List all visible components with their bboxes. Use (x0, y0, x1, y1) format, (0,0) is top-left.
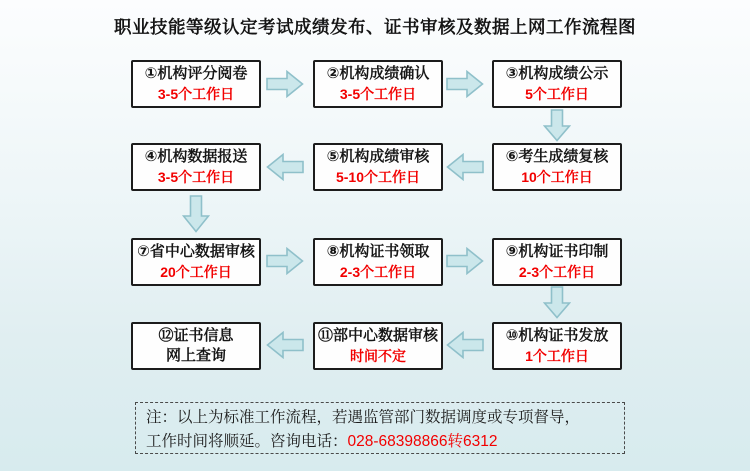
flow-step-11 (313, 322, 443, 370)
step-8-duration: 2-3个工作日 (339, 264, 417, 280)
step-9-duration: 2-3个工作日 (518, 264, 596, 280)
step-12-title: ⑫证书信息 (158, 327, 234, 344)
flow-step-2 (313, 60, 443, 108)
note-line-2-prefix: 工作时间将顺延。咨询电话： (146, 433, 348, 450)
step-11-duration: 时间不定 (350, 348, 406, 364)
step-6-title: ⑥考生成绩复核 (505, 148, 609, 165)
arrow-right-step8-step9-icon (446, 247, 484, 275)
step-3-title: ③机构成绩公示 (505, 65, 609, 82)
step-10-title: ⑩机构证书发放 (505, 327, 609, 344)
step-2-duration: 3-5个工作日 (339, 86, 417, 102)
flow-step-4 (131, 143, 261, 191)
flow-step-5 (313, 143, 443, 191)
flow-step-10 (492, 322, 622, 370)
note-line-2 (146, 430, 614, 454)
arrow-left-step10-step11-icon (446, 331, 484, 359)
step-11-title: ⑪部中心数据审核 (317, 327, 438, 344)
step-1-duration: 3-5个工作日 (157, 86, 235, 102)
flow-step-6 (492, 143, 622, 191)
arrow-down-step9-step10-icon (543, 286, 571, 319)
step-10-duration: 1个工作日 (525, 348, 589, 364)
flow-step-8 (313, 238, 443, 286)
step-9-title: ⑨机构证书印制 (505, 243, 609, 260)
arrow-left-step6-step5-icon (446, 153, 484, 181)
flow-step-1 (131, 60, 261, 108)
step-12-subtitle: 网上查询 (165, 347, 226, 364)
note-line-1: 注：以上为标准工作流程，若遇监管部门数据调度或专项督导， (146, 409, 581, 426)
step-3-duration: 5个工作日 (525, 86, 589, 102)
arrow-left-step11-step12-icon (266, 331, 304, 359)
arrow-right-step1-step2-icon (266, 70, 304, 98)
flow-step-7 (131, 238, 261, 286)
flow-step-3 (492, 60, 622, 108)
step-4-duration: 3-5个工作日 (157, 169, 235, 185)
arrow-down-step3-step6-icon (543, 109, 571, 142)
page-title: 职业技能等级认定考试成绩发布、证书审核及数据上网工作流程图 (114, 17, 636, 37)
arrow-right-step2-step3-icon (446, 70, 484, 98)
step-8-title: ⑧机构证书领取 (326, 243, 430, 260)
step-5-duration: 5-10个工作日 (335, 169, 421, 185)
consultation-phone-number: 028-68398866转6312 (347, 433, 498, 450)
step-1-title: ①机构评分阅卷 (144, 65, 248, 82)
step-5-title: ⑤机构成绩审核 (326, 148, 430, 165)
step-6-duration: 10个工作日 (521, 169, 593, 185)
step-2-title: ②机构成绩确认 (326, 65, 430, 82)
note-box (135, 402, 625, 454)
arrow-right-step7-step8-icon (266, 247, 304, 275)
flow-step-12 (131, 322, 261, 370)
arrow-left-step5-step4-icon (266, 153, 304, 181)
step-7-duration: 20个工作日 (160, 264, 232, 280)
arrow-down-step4-step7-icon (182, 195, 210, 233)
step-7-title: ⑦省中心数据审核 (137, 243, 255, 260)
step-4-title: ④机构数据报送 (144, 148, 248, 165)
flow-step-9 (492, 238, 622, 286)
